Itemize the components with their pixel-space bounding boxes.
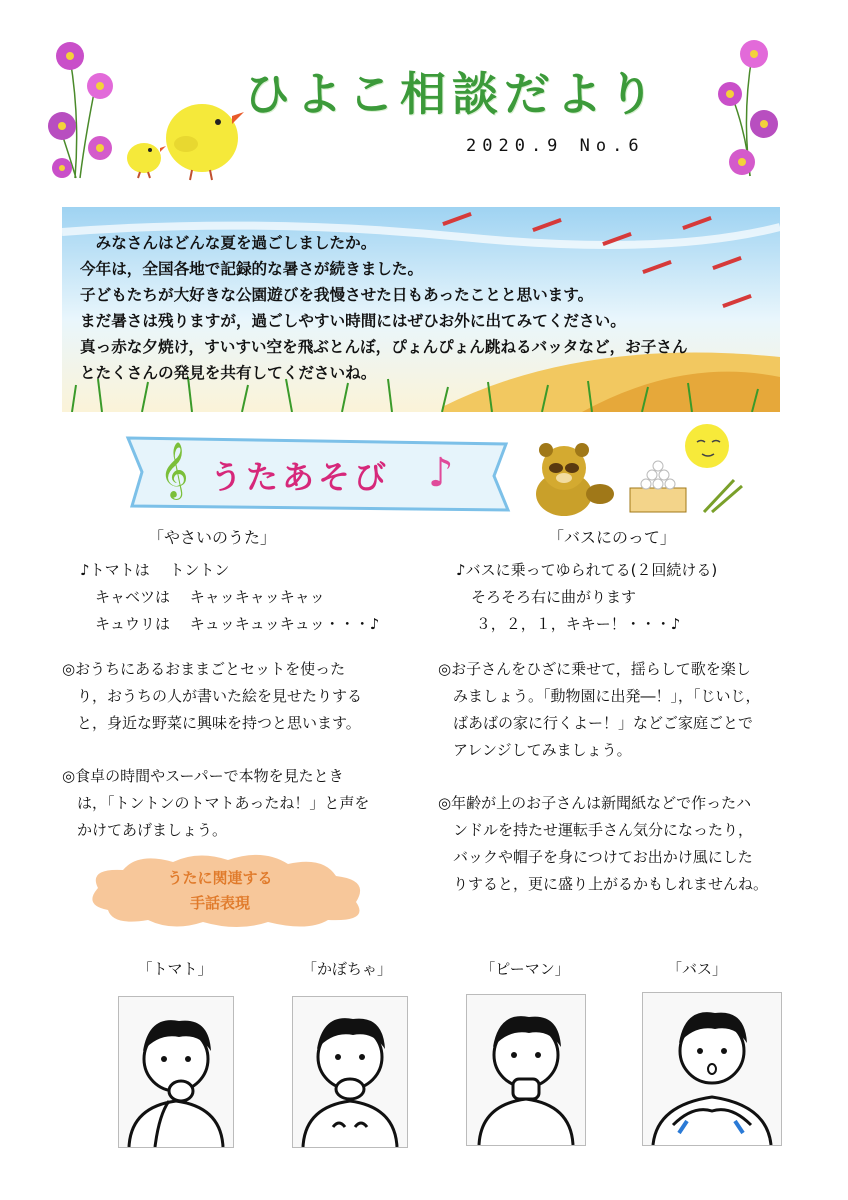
song-title-bus: 「バスにのって」 xyxy=(548,528,676,547)
section-title: うたあそび xyxy=(210,458,391,496)
note-line: ◎年齢が上のお子さんは新聞紙などで作ったハ xyxy=(438,794,752,812)
note-bus-2 xyxy=(438,790,768,898)
note-line: りすると，更に盛り上がるかもしれませんね。 xyxy=(438,875,769,893)
cosmos-flowers-right-decoration xyxy=(712,36,792,181)
note-line: アレンジしてみましょう。 xyxy=(438,741,632,759)
note-line: り，おうちの人が書いた絵を見せたりする xyxy=(62,687,363,705)
intro-line: まだ暑さは残りますが，過ごしやすい時間にはぜひお外に出てみてください。 xyxy=(80,312,626,330)
sign-illustration-pepper xyxy=(466,994,586,1146)
note-line: ◎お子さんをひざに乗せて，揺らして歌を楽し xyxy=(438,660,751,678)
intro-message xyxy=(80,230,780,386)
sign-illustration-tomato xyxy=(118,996,234,1148)
sign-label-bus: 「バス」 xyxy=(666,960,727,978)
lyric-line: キャベツは キャッキャッキャッ xyxy=(80,588,325,606)
note-line: バックや帽子を身につけてお出かけ風にした xyxy=(438,848,753,866)
note-line: かけてあげましょう。 xyxy=(62,821,228,839)
sign-heading-line1: うたに関連する xyxy=(167,869,273,887)
sign-label-tomato: 「トマト」 xyxy=(137,960,213,978)
lyric-line: ♪トマトは トントン xyxy=(80,561,230,579)
intro-line: とたくさんの発見を共有してくださいね。 xyxy=(80,364,377,382)
note-line: ◎食卓の時間やスーパーで本物を見たとき xyxy=(62,767,344,785)
lyric-line: ３，２，１，キキー！・・・♪ xyxy=(456,615,681,633)
note-line: ンドルを持たせ運転手さん気分になったり， xyxy=(438,821,754,839)
sign-illustration-pumpkin xyxy=(292,996,408,1148)
note-line: は，「トントンのトマトあったね！」と声を xyxy=(62,794,370,812)
sign-label-pumpkin: 「かぼちゃ」 xyxy=(301,960,392,978)
tanuki-moon-viewing-illustration xyxy=(522,424,752,519)
lyric-line: そろそろ右に曲がります xyxy=(456,588,637,606)
intro-line: 今年は，全国各地で記録的な暑さが続きました。 xyxy=(80,260,424,278)
lyric-line: ♪バスに乗ってゆられてる(２回続ける) xyxy=(456,561,718,579)
chicks-illustration xyxy=(122,100,247,182)
intro-line: みなさんはどんな夏を過ごしましたか。 xyxy=(80,234,377,252)
song-title-vegetables: 「やさいのうた」 xyxy=(148,528,277,547)
intro-line: 子どもたちが大好きな公園遊びを我慢させた日もあったことと思います。 xyxy=(80,286,594,304)
note-line: ばあばの家に行くよー！」などご家庭ごとで xyxy=(438,714,754,732)
sign-language-heading xyxy=(130,866,310,916)
note-vegetables-2 xyxy=(62,763,369,844)
cosmos-flowers-left-decoration xyxy=(40,38,130,183)
note-line: と，身近な野菜に興味を持つと思います。 xyxy=(62,714,361,732)
treble-clef-icon: 𝄞 xyxy=(160,442,189,498)
newsletter-title: ひよこ相談だより xyxy=(244,67,660,121)
lyrics-bus xyxy=(456,557,717,638)
lyrics-vegetables xyxy=(80,557,379,638)
note-line: みましょう。「動物園に出発―！」，「じいじ， xyxy=(438,687,761,705)
music-note-icon: ♪ xyxy=(428,450,454,496)
lyric-line: キュウリは キュッキュッキュッ・・・♪ xyxy=(80,615,380,633)
note-vegetables-1 xyxy=(62,656,362,737)
intro-line: 真っ赤な夕焼け，すいすい空を飛ぶとんぼ，ぴょんぴょん跳ねるバッタなど，お子さん xyxy=(80,338,688,356)
sign-label-pepper: 「ピーマン」 xyxy=(480,960,570,978)
issue-number: 2020.9 No.6 xyxy=(466,136,645,156)
note-line: ◎おうちにあるおままごとセットを使った xyxy=(62,660,346,678)
note-bus-1 xyxy=(438,656,761,764)
sign-illustration-bus xyxy=(642,992,782,1146)
sign-heading-line2: 手話表現 xyxy=(189,894,250,912)
